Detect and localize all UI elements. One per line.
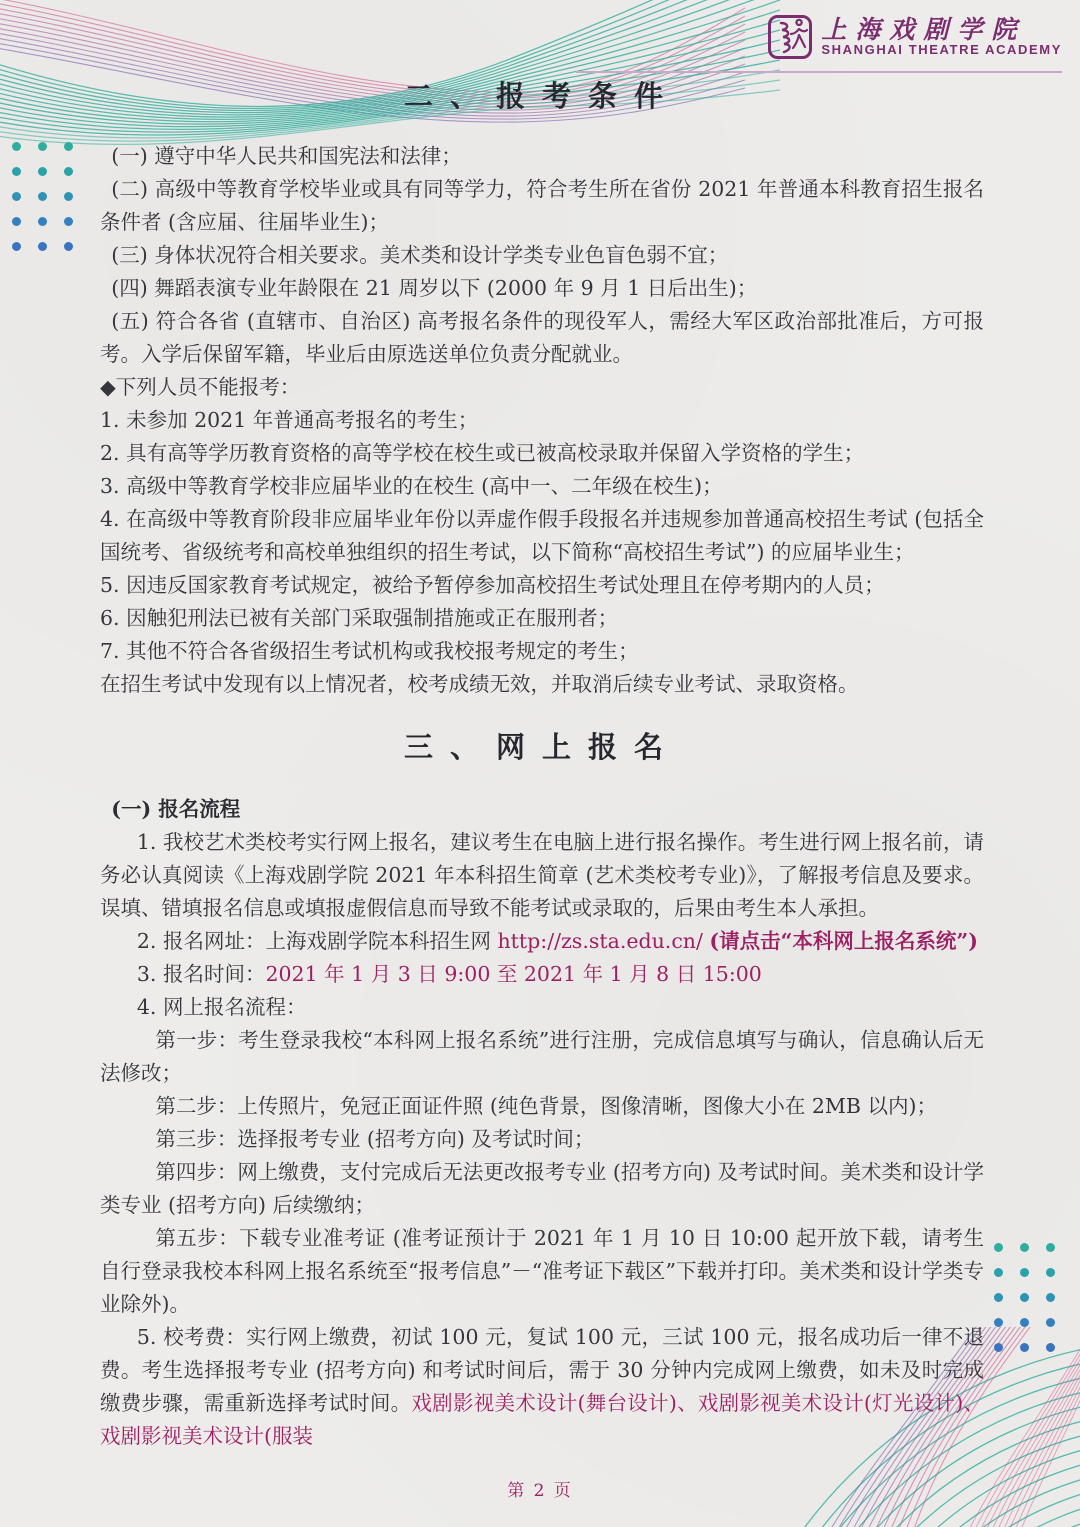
accent-text: 2021 年 1 月 3 日 9:00 至 2021 年 1 月 8 日 15:00 [265,962,762,986]
text-run: ◆下列人员不能报考： [100,375,301,399]
paragraph [100,958,984,991]
text-run: 1. 未参加 2021 年普通高考报名的考生； [100,408,479,432]
text-run: 3. 报名时间： [136,962,266,986]
text-run: 6. 因触犯刑法已被有关部门采取强制措施或正在服刑者； [100,606,619,630]
paragraph [100,470,984,503]
paragraph [100,991,984,1024]
text-run: 在招生考试中发现有以上情况者，校考成绩无效，并取消后续专业考试、录取资格。 [100,672,859,696]
text-run: 5. 校考费：实行网上缴费，初试 100 元，复试 100 元，三试 100 元，报名成功后一律不退费。考生选择报考专业 (招考方向) 和考试时间后，需于 30 分钟内完成网上缴费，如未及时完成缴费步骤，需重新选择考试时间。 [100,1325,984,1415]
paragraph [100,635,984,668]
wave-arc [880,1507,1080,1527]
section-title-online-registration: 三、网上报名 [403,730,680,764]
paragraph [100,1222,984,1321]
paragraph [100,569,984,602]
paragraph [100,925,984,958]
online-registration-paragraphs [100,793,984,1453]
paragraph [100,1024,984,1090]
paragraph [100,826,984,925]
application-requirements-paragraphs [100,140,984,701]
text-run: (三) 身体状况符合相关要求。美术类和设计学类专业色盲色弱不宜； [111,243,729,267]
text-run: 1. 我校艺术类校考实行网上报名，建议考生在电脑上进行报名操作。考生进行网上报名前，请务必认真阅读《上海戏剧学院 2021 年本科招生简章 (艺术类校考专业)》，了解报考信息及要求。误填、错填报名信息或填报虚假信息而导致不能考试或录取的，后果由考生本人承担。 [100,830,984,920]
paragraph [100,371,984,404]
text-run: 2. 具有高等学历教育资格的高等学校在校生或已被高校录取并保留入学资格的学生； [100,441,865,465]
text-run: 7. 其他不符合各省级招生考试机构或我校报考规定的考生； [100,639,639,663]
page-number: 第 2 页 [507,1481,573,1501]
text-run: 第二步：上传照片，免冠正面证件照 (纯色背景，图像清晰，图像大小在 2MB 以内)； [155,1094,937,1118]
paragraph [100,1156,984,1222]
text-run: 4. 在高级中等教育阶段非应届毕业年份以弄虚作假手段报名并违规参加普通高校招生考试 (包括全国统考、省级统考和高校单独组织的招生考试，以下简称“高校招生考试”) 的应届毕业生； [100,507,984,564]
paragraph [100,1123,984,1156]
paragraph [100,437,984,470]
paragraph [100,1090,984,1123]
text-run: (四) 舞蹈表演专业年龄限在 21 周岁以下 (2000 年 9 月 1 日后出生)； [111,276,758,300]
accent-text: 戏剧影视美术设计(舞台设计)、戏剧影视美术设计(灯光设计)、戏剧影视美术设计(服装 [100,1391,984,1448]
logo-en-name: SHANGHAI THEATRE ACADEMY [821,42,1062,58]
paragraph [100,602,984,635]
accent-text: (请点击“本科网上报名系统”) [709,929,978,953]
text-run: 4. 网上报名流程： [136,995,307,1019]
section-title-application-requirements: 二、报考条件 [403,79,680,113]
text-run: (二) 高级中等教育学校毕业或具有同等学力，符合考生所在省份 2021 年普通本科教育招生报名条件者 (含应届、往届毕业生)； [100,177,984,234]
sub-heading [100,793,984,826]
paragraph [100,404,984,437]
text-run: 3. 高级中等教育学校非应届毕业的在校生 (高中一、二年级在校生)； [100,474,723,498]
text-run: 5. 因违反国家教育考试规定，被给予暂停参加高校招生考试处理且在停考期内的人员； [100,573,885,597]
logo-cn-name: 上海戏剧学院 [821,15,1026,45]
text-run: 2. 报名网址：上海戏剧学院本科招生网 [136,929,498,953]
paragraph [100,503,984,569]
paragraph [100,239,984,272]
text-run: (一) 报名流程 [111,797,241,821]
paragraph [100,1321,984,1453]
text-run: (五) 符合各省 (直辖市、自治区) 高考报名条件的现役军人，需经大军区政治部批准后，方可报考。入学后保留军籍，毕业后由原选送单位负责分配就业。 [100,309,984,366]
paragraph [100,272,984,305]
paragraph [100,173,984,239]
text-run: 第五步：下载专业准考证 (准考证预计于 2021 年 1 月 10 日 10:00 起开放下载，请考生自行登录我校本科网上报名系统至“报考信息”－“准考证下载区”下载并打印。美术类和设计学类专业除外)。 [100,1226,984,1316]
text-run: 第三步：选择报考专业 (招考方向) 及考试时间； [155,1127,595,1151]
text-run: (一) 遵守中华人民共和国宪法和法律； [111,144,462,168]
paragraph [100,140,984,173]
paragraph [100,668,984,701]
text-run: 第四步：网上缴费，支付完成后无法更改报考专业 (招考方向) 及考试时间。美术类和设计学类专业 (招考方向) 后续缴纳； [100,1160,984,1217]
text-run: 第一步：考生登录我校“本科网上报名系统”进行注册，完成信息填写与确认，信息确认后无法修改； [100,1028,984,1085]
paragraph [100,305,984,371]
accent-text: http://zs.sta.edu.cn/ [497,929,710,953]
